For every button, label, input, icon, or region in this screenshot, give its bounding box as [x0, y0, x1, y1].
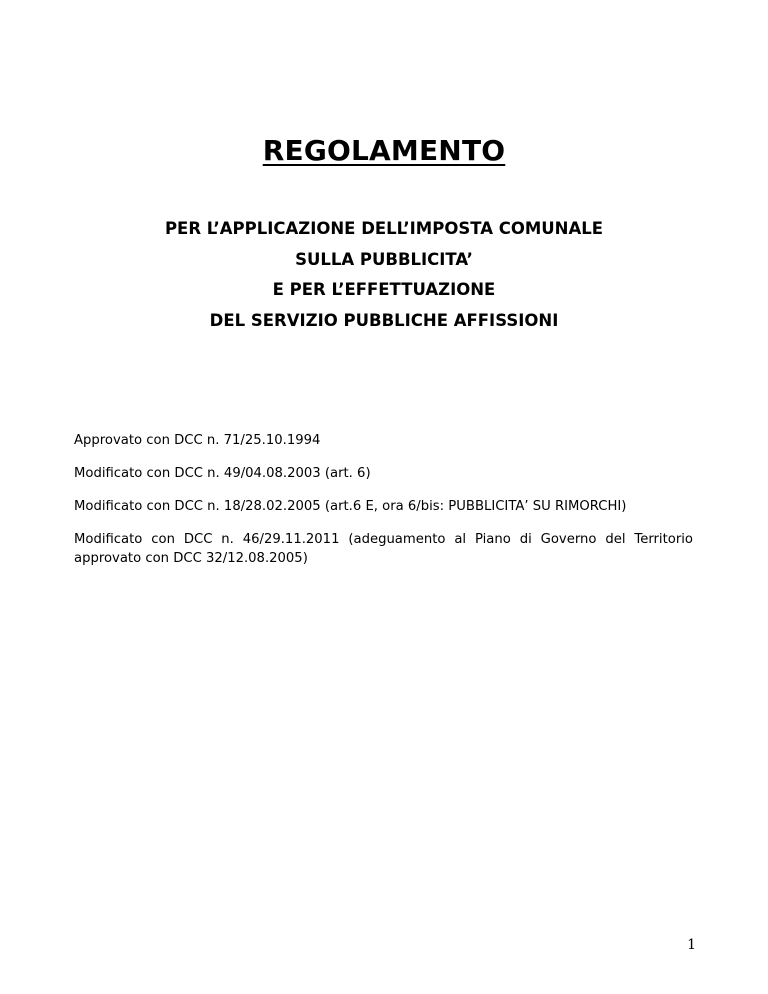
subtitle-line-3: E PER L’EFFETTUAZIONE [272, 280, 496, 299]
approval-history [74, 431, 693, 582]
subtitle-line-4: DEL SERVIZIO PUBBLICHE AFFISSIONI [209, 310, 559, 330]
amendment-note-2011: Modificato con DCC n. 46/29.11.2011 (adeguamento al Piano di Governo del Territorio approvato con DCC 32/12.08.2005) [74, 532, 693, 566]
subtitle-line-2: SULLA PUBBLICITA’ [295, 249, 473, 269]
approval-note: Approvato con DCC n. 71/25.10.1994 [74, 433, 321, 448]
subtitle-line-1: PER L’APPLICAZIONE DELL’IMPOSTA COMUNALE [164, 219, 604, 238]
amendment-note-2003: Modificato con DCC n. 49/04.08.2003 (art. 6) [74, 466, 371, 481]
page-number: 1 [687, 937, 696, 953]
document-subtitle [0, 214, 768, 336]
document-title: REGOLAMENTO [262, 134, 506, 167]
amendment-note-2005: Modificato con DCC n. 18/28.02.2005 (art.6 E, ora 6/bis: PUBBLICITA’ SU RIMORCHI) [74, 499, 627, 514]
